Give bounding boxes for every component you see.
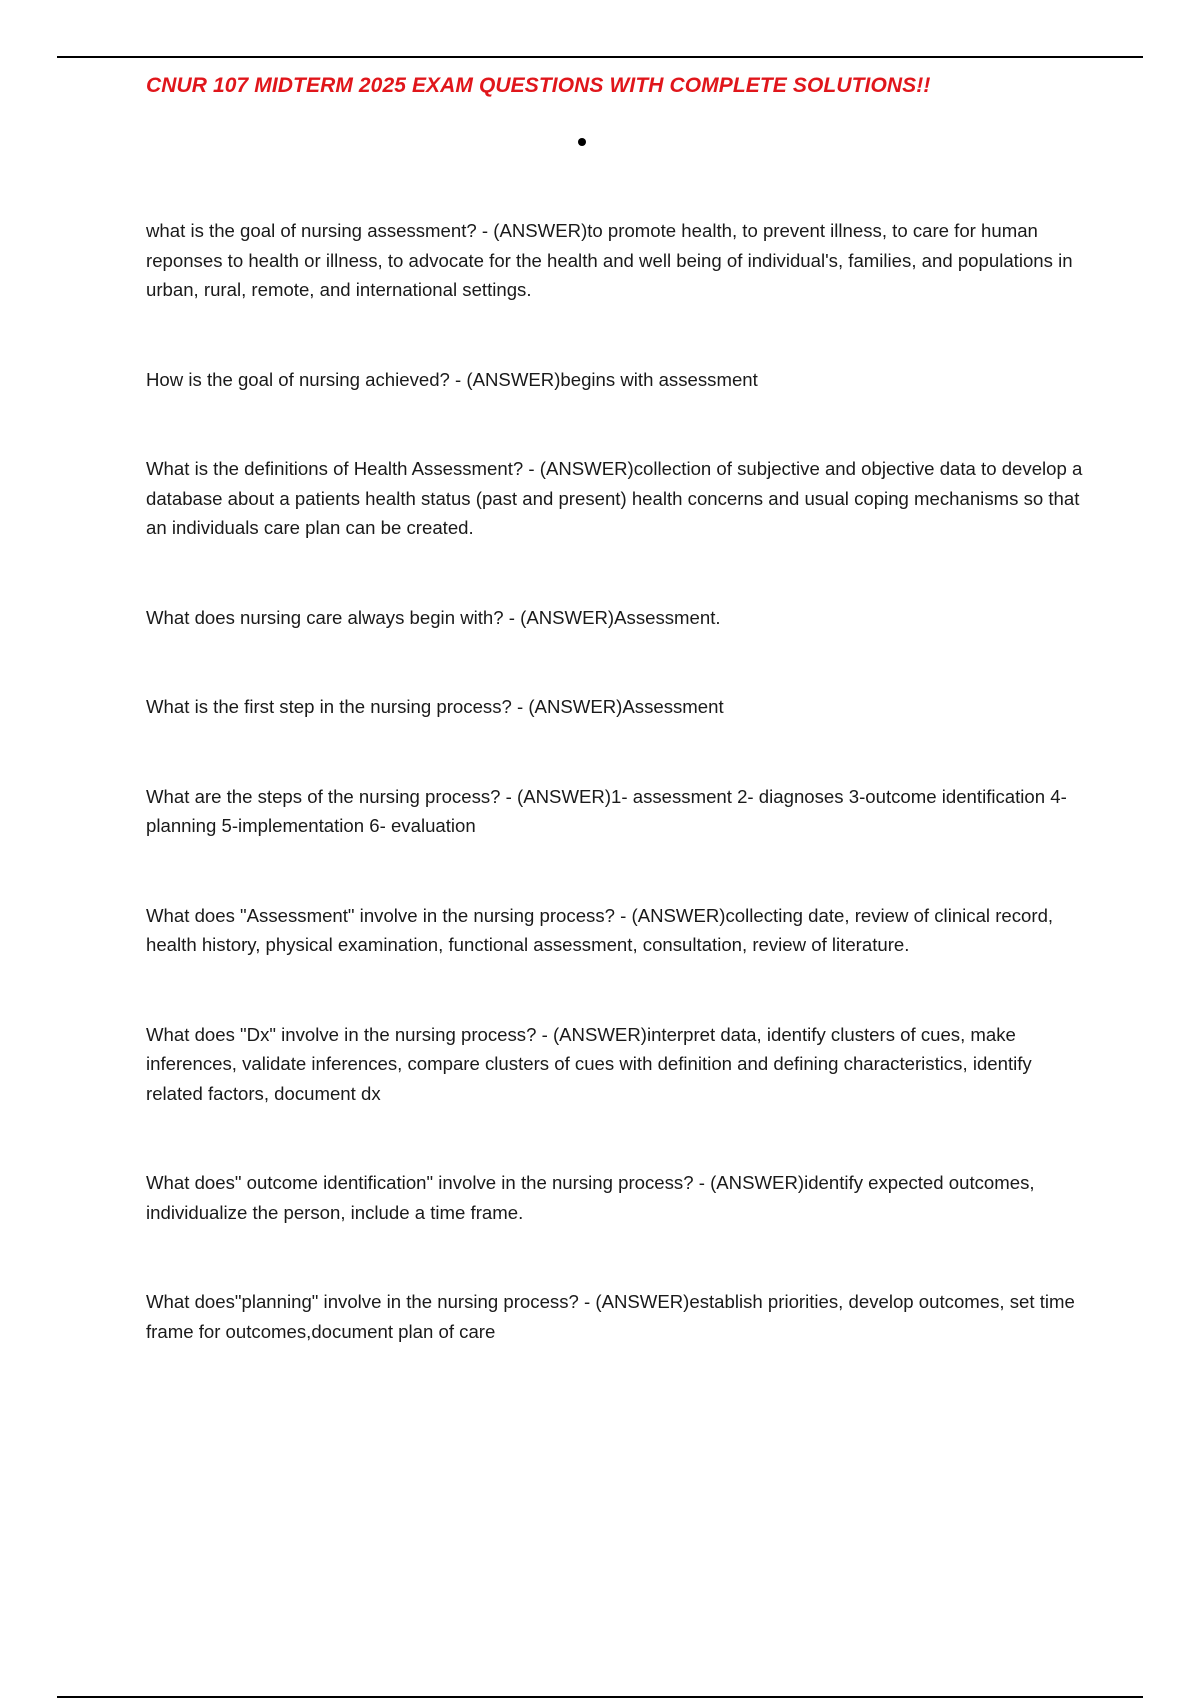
qa-item-4: What does nursing care always begin with? - (ANSWER)Assessment. [146, 606, 721, 628]
bottom-rule [57, 1696, 1143, 1698]
qa-item-10: What does"planning" involve in the nursing process? - (ANSWER)establish priorities, develop outcomes, set time frame for outcomes,document plan of care [146, 1291, 1075, 1342]
qa-item-2: How is the goal of nursing achieved? - (ANSWER)begins with assessment [146, 368, 758, 390]
qa-item-7: What does "Assessment" involve in the nursing process? - (ANSWER)collecting date, review of clinical record, health history, physical examination, functional assessment, consultation, review of literature. [146, 904, 1054, 955]
qa-item-6: What are the steps of the nursing process? - (ANSWER)1- assessment 2- diagnoses 3-outcome identification 4- planning 5-implementation 6- evaluation [146, 785, 1067, 836]
bullet-point [578, 138, 586, 146]
qa-item-9: What does" outcome identification" involve in the nursing process? - (ANSWER)identify expected outcomes, individualize the person, include a time frame. [146, 1172, 1035, 1223]
qa-item-8: What does "Dx" involve in the nursing process? - (ANSWER)interpret data, identify clusters of cues, make inferences, validate inferences, compare clusters of cues with definition and defining characteristics, identify related factors, document dx [146, 1023, 1032, 1104]
qa-item-1: what is the goal of nursing assessment? - (ANSWER)to promote health, to prevent illness, to care for human reponses to health or illness, to advocate for the health and well being of individual's, families, and populations in urban, rural, remote, and international settings. [146, 220, 1073, 300]
qa-list [146, 216, 1086, 1346]
qa-item-3: What is the definitions of Health Assessment? - (ANSWER)collection of subjective and objective data to develop a database about a patients health status (past and present) health concerns and usual coping mechanisms so that an individuals care plan can be created. [146, 458, 1083, 538]
document-title: CNUR 107 MIDTERM 2025 EXAM QUESTIONS WITH COMPLETE SOLUTIONS!! [146, 74, 931, 97]
top-rule [57, 56, 1143, 58]
qa-item-5: What is the first step in the nursing process? - (ANSWER)Assessment [146, 696, 724, 717]
